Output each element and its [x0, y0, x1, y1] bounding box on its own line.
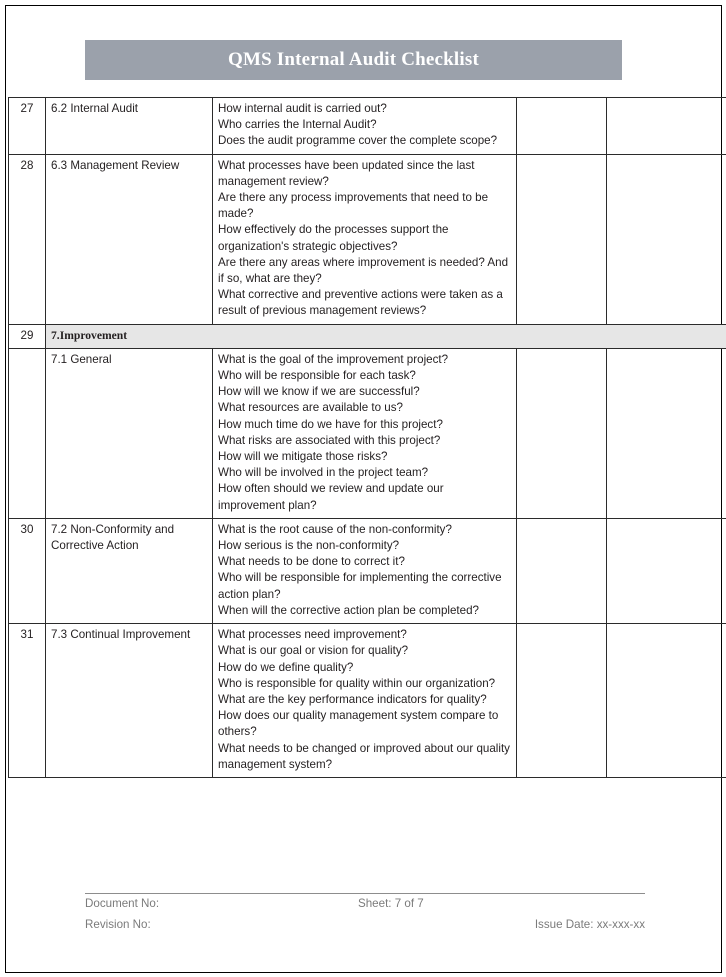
question-line: How internal audit is carried out?: [218, 102, 387, 115]
sheet-number: Sheet: 7 of 7: [358, 897, 424, 910]
question-line: Does the audit programme cover the complete scope?: [218, 134, 498, 148]
question-line: How do we define quality?: [218, 660, 354, 674]
section-heading: 7.Improvement: [46, 324, 726, 348]
question-line: How will we know if we are successful?: [218, 385, 420, 399]
question-line: How will we mitigate those risks?: [218, 450, 388, 464]
table-row: [9, 348, 726, 518]
comments-cell[interactable]: [607, 98, 726, 155]
question-line: How does our quality management system compare to others?: [218, 709, 499, 739]
question-line: What processes have been updated since the last management review?: [218, 158, 475, 188]
question-line: What is the goal of the improvement project?: [218, 352, 449, 366]
question-line: What is the root cause of the non-conformity?: [218, 522, 452, 536]
response-cell[interactable]: [517, 624, 607, 778]
clause-cell: 6.3 Management Review: [46, 154, 213, 324]
question-line: When will the corrective action plan be completed?: [218, 603, 479, 617]
questions-cell: [213, 624, 517, 778]
question-line: How serious is the non-conformity?: [218, 539, 400, 553]
comments-cell[interactable]: [607, 348, 726, 518]
clause-cell: 7.3 Continual Improvement: [46, 624, 213, 778]
audit-checklist-table: [8, 97, 726, 778]
question-line: What are the key performance indicators for quality?: [218, 692, 487, 706]
questions-cell: [213, 348, 517, 518]
question-line: How much time do we have for this project?: [218, 417, 443, 431]
response-cell[interactable]: [517, 518, 607, 623]
question-line: What processes need improvement?: [218, 628, 407, 642]
table-row: [9, 98, 726, 155]
row-number: 28: [9, 154, 46, 324]
row-number: [9, 348, 46, 518]
table-row: [9, 154, 726, 324]
questions-cell: [213, 518, 517, 623]
comments-cell[interactable]: [607, 518, 726, 623]
question-line: Who will be involved in the project team?: [218, 466, 429, 480]
issue-date: Issue Date: xx-xxx-xx: [534, 918, 645, 931]
row-number: 30: [9, 518, 46, 623]
question-line: Who carries the Internal Audit?: [218, 118, 377, 132]
clause-cell: 7.2 Non-Conformity and Corrective Action: [46, 518, 213, 623]
question-line: Who is responsible for quality within our organization?: [218, 676, 496, 690]
questions-cell: [213, 154, 517, 324]
page-title: QMS Internal Audit Checklist: [227, 49, 480, 70]
response-cell[interactable]: [517, 98, 607, 155]
question-line: Who will be responsible for implementing the corrective action plan?: [218, 571, 502, 601]
question-line: Are there any process improvements that need to be made?: [218, 191, 489, 221]
question-line: How often should we review and update our improvement plan?: [218, 482, 444, 512]
response-cell[interactable]: [517, 154, 607, 324]
comments-cell[interactable]: [607, 154, 726, 324]
page-footer: [85, 893, 645, 936]
revision-no-label: Revision No:: [85, 918, 151, 931]
question-line: What is our goal or vision for quality?: [218, 644, 409, 658]
table-section-row: [9, 324, 726, 348]
question-line: How effectively do the processes support the organization's strategic objectives?: [218, 223, 449, 253]
clause-cell: 7.1 General: [46, 348, 213, 518]
questions-cell: [213, 98, 517, 155]
clause-cell: 6.2 Internal Audit: [46, 98, 213, 155]
question-line: What risks are associated with this project?: [218, 433, 441, 447]
response-cell[interactable]: [517, 348, 607, 518]
footer-row-bottom: [85, 915, 645, 936]
row-number: 27: [9, 98, 46, 155]
row-number: 29: [9, 324, 46, 348]
question-line: Are there any areas where improvement is needed? And if so, what are they?: [218, 255, 509, 286]
table-row: [9, 518, 726, 623]
question-line: Who will be responsible for each task?: [218, 369, 416, 383]
question-line: What needs to be changed or improved about our quality management system?: [218, 741, 510, 771]
document-no-label: Document No:: [85, 897, 160, 910]
comments-cell[interactable]: [607, 624, 726, 778]
document-title-banner: [85, 40, 622, 80]
table-row: [9, 624, 726, 778]
question-line: What resources are available to us?: [218, 401, 403, 415]
row-number: 31: [9, 624, 46, 778]
question-line: What needs to be done to correct it?: [218, 555, 405, 569]
footer-row-top: [85, 894, 645, 915]
question-line: What corrective and preventive actions were taken as a result of previous management reviews?: [218, 288, 503, 318]
